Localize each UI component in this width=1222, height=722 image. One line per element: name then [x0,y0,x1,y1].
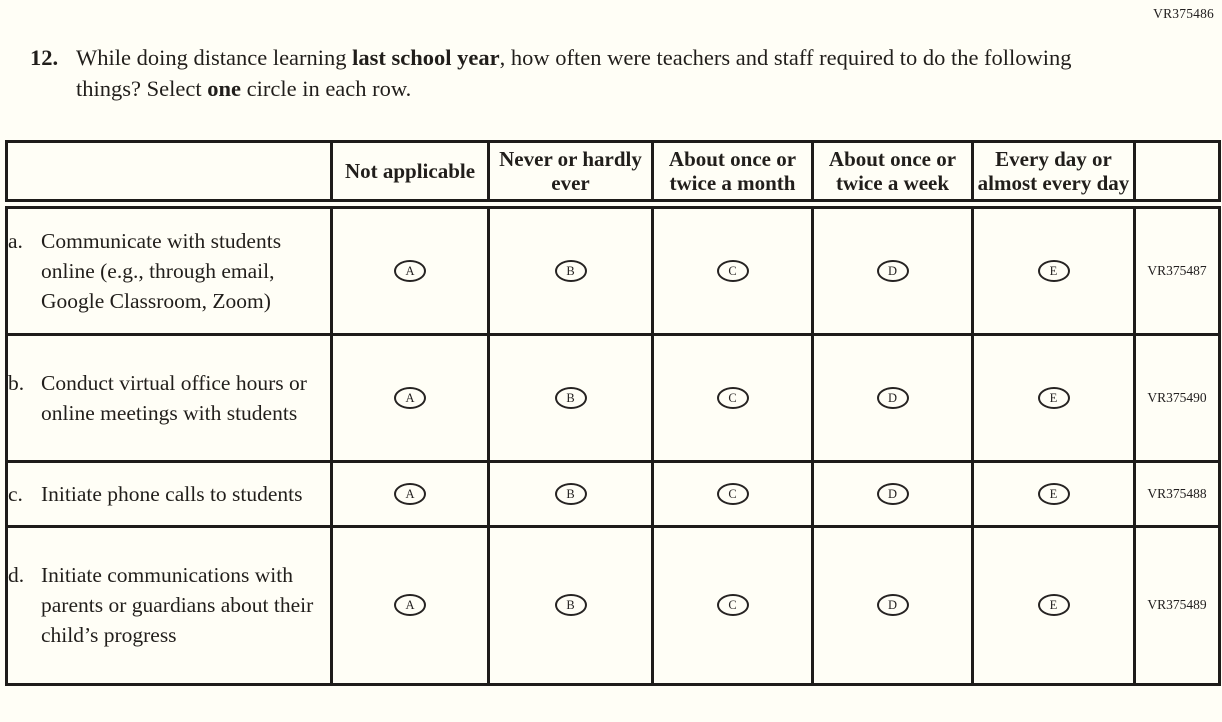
question-text [76,42,1090,104]
header-once-twice-month: About once or twice a month [653,142,813,205]
question-text-segment: While doing distance learning [76,45,353,70]
frequency-matrix-table [5,140,1221,686]
question-text-segment: , how often were teachers and staff required to do the following things? Select [76,45,1072,101]
option-circle-d[interactable]: D [877,260,909,282]
page-form-code: VR375486 [1153,6,1214,21]
table-row-d [7,526,1220,684]
header-code-blank [1135,142,1220,205]
header-never-hardly-ever: Never or hardly ever [489,142,653,205]
option-circle-e[interactable]: E [1038,260,1070,282]
option-circle-e[interactable]: E [1038,387,1070,409]
header-row [7,142,1220,205]
option-circle-d[interactable]: D [877,483,909,505]
option-circle-b[interactable]: B [555,594,587,616]
option-circle-c[interactable]: C [717,483,749,505]
row-item-code: VR375487 [1135,204,1220,334]
row-item-code: VR375489 [1135,526,1220,684]
row-stem [7,204,332,334]
row-stem [7,461,332,526]
header-once-twice-week: About once or twice a week [813,142,973,205]
option-circle-a[interactable]: A [394,594,426,616]
header-blank [7,142,332,205]
header-every-day: Every day or almost every day [973,142,1135,205]
option-circle-a[interactable]: A [394,483,426,505]
row-label: Conduct virtual office hours or online meetings with students [41,370,307,425]
row-item-code: VR375488 [1135,461,1220,526]
option-circle-d[interactable]: D [877,594,909,616]
option-circle-e[interactable]: E [1038,594,1070,616]
option-circle-b[interactable]: B [555,483,587,505]
table-row-a [7,204,1220,334]
row-item-code: VR375490 [1135,334,1220,461]
option-circle-c[interactable]: C [717,387,749,409]
question-number: 12. [30,45,59,70]
question-text-bold-last-school-year: last school year [352,45,500,70]
row-letter: d. [8,563,25,587]
row-letter: c. [8,481,23,506]
option-circle-c[interactable]: C [717,594,749,616]
row-label: Communicate with students online (e.g., through email, Google Classroom, Zoom) [41,228,282,313]
row-stem [7,526,332,684]
option-circle-b[interactable]: B [555,260,587,282]
option-circle-c[interactable]: C [717,260,749,282]
question-block [30,42,1090,104]
row-stem [7,334,332,461]
option-circle-e[interactable]: E [1038,483,1070,505]
table-row-c [7,461,1220,526]
table-row-b [7,334,1220,461]
question-text-bold-one: one [207,76,241,101]
option-circle-a[interactable]: A [394,260,426,282]
question-text-segment: circle in each row. [240,76,412,101]
row-label: Initiate communications with parents or guardians about their child’s progress [41,563,314,647]
row-letter: b. [8,370,25,395]
option-circle-b[interactable]: B [555,387,587,409]
option-circle-a[interactable]: A [394,387,426,409]
row-label: Initiate phone calls to students [41,481,303,506]
row-letter: a. [8,228,23,253]
header-not-applicable: Not applicable [332,142,489,205]
option-circle-d[interactable]: D [877,387,909,409]
